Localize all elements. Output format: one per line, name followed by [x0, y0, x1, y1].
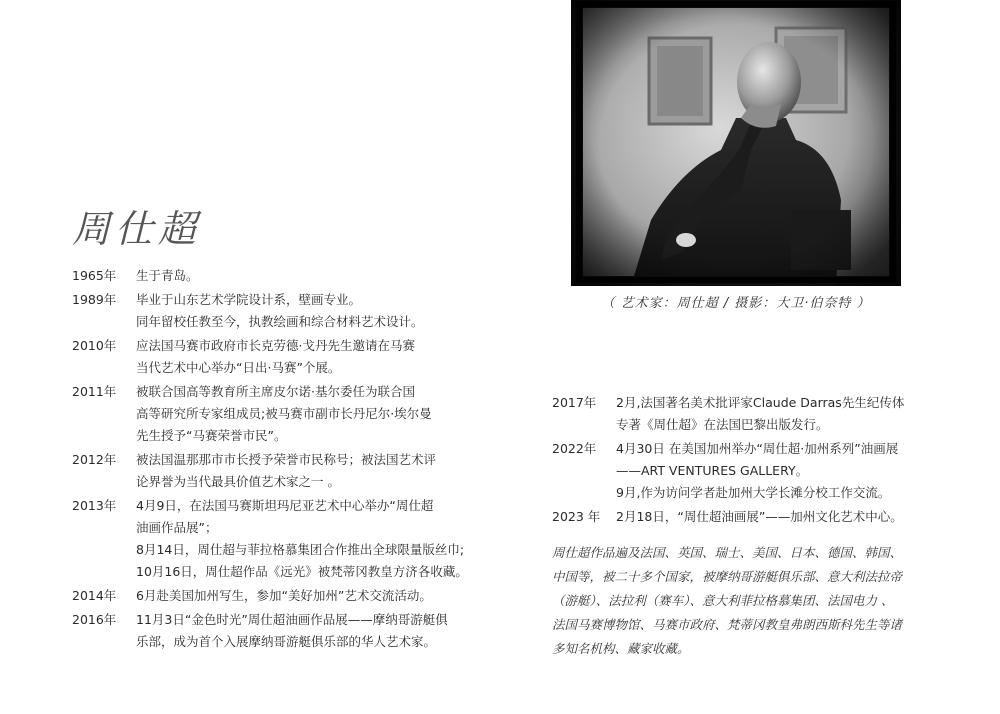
timeline-entry [552, 392, 972, 436]
timeline-year: 2014年 [72, 588, 117, 603]
timeline-text-line: 毕业于山东艺术学院设计系，壁画专业。 [136, 292, 362, 307]
timeline-text-line: 应法国马赛市政府市长克劳德·戈丹先生邀请在马赛 [136, 338, 415, 353]
timeline-text-line: 被联合国高等教育所主席皮尔诺·基尔委任为联合国 [136, 384, 415, 399]
timeline-text-line: 2月,法国著名美术批评家Claude Darras先生纪传体 [616, 395, 905, 410]
timeline-year: 2017年 [552, 395, 597, 410]
timeline-entry [72, 265, 522, 287]
timeline-year: 2023 年 [552, 509, 601, 524]
timeline-text-line: 11月3日“金色时光”周仕超油画作品展——摩纳哥游艇俱 [136, 612, 448, 627]
timeline-text-line: 生于青岛。 [136, 268, 199, 283]
timeline-entry [72, 585, 522, 607]
timeline-entry [552, 506, 972, 528]
timeline-entry [72, 495, 522, 583]
timeline-year: 2022年 [552, 441, 597, 456]
timeline-text-line: 10月16日，周仕超作品《远光》被梵蒂冈教皇方济各收藏。 [136, 564, 468, 579]
timeline-text-line: 专著《周仕超》在法国巴黎出版发行。 [616, 417, 829, 432]
timeline-text-line: ——ART VENTURES GALLERY。 [616, 463, 809, 478]
collection-summary [552, 541, 952, 661]
artist-name: 周仕超 [72, 207, 202, 251]
summary-line: 法国马赛博物馆、马赛市政府、梵蒂冈教皇弗朗西斯科先生等诸 [552, 617, 903, 632]
timeline-text-line: 6月赴美国加州写生，参加“美好加州”艺术交流活动。 [136, 588, 432, 603]
summary-line: 中国等，被二十多个国家，被摩纳哥游艇俱乐部、意大利法拉帝 [552, 569, 903, 584]
timeline-text-line: 论界誉为当代最具价值艺术家之一 。 [136, 474, 340, 489]
timeline-text-line: 8月14日，周仕超与菲拉格慕集团合作推出全球限量版丝巾; [136, 542, 465, 557]
summary-line: （游艇）、法拉利（赛车）、意大利菲拉格慕集团、法国电力 、 [552, 593, 894, 608]
artist-portrait-illustration [571, 0, 901, 286]
timeline-right [552, 392, 972, 530]
timeline-entry [72, 335, 522, 379]
summary-line: 多知名机构、藏家收藏。 [552, 641, 690, 656]
timeline-text-line: 乐部，成为首个入展摩纳哥游艇俱乐部的华人艺术家。 [136, 634, 437, 649]
timeline-text-line: 先生授予“马赛荣誉市民”。 [136, 428, 287, 443]
timeline-entry [72, 289, 522, 333]
artist-photo [571, 0, 901, 286]
timeline-text-line: 同年留校任教至今，执教绘画和综合材料艺术设计。 [136, 314, 424, 329]
photo-caption: （ 艺术家：周仕超 / 摄影：大卫·伯奈特 ） [601, 296, 871, 311]
timeline-year: 2010年 [72, 338, 117, 353]
timeline-year: 2011年 [72, 384, 117, 399]
timeline-year: 1965年 [72, 268, 117, 283]
timeline-text-line: 油画作品展”； [136, 520, 218, 535]
timeline-text-line: 2月18日，“周仕超油画展”——加州文化艺术中心。 [616, 509, 903, 524]
timeline-year: 1989年 [72, 292, 117, 307]
timeline-entry [72, 609, 522, 653]
timeline-text-line: 高等研究所专家组成员;被马赛市副市长丹尼尔·埃尔曼 [136, 406, 432, 421]
timeline-text-line: 当代艺术中心举办“日出·马赛”个展。 [136, 360, 341, 375]
timeline-left [72, 265, 522, 655]
timeline-year: 2016年 [72, 612, 117, 627]
summary-line: 周仕超作品遍及法国、英国、瑞士、美国、日本、德国、韩国、 [552, 545, 903, 560]
timeline-year: 2013年 [72, 498, 117, 513]
timeline-text-line: 被法国温那那市市长授予荣誉市民称号；被法国艺术评 [136, 452, 437, 467]
timeline-entry [72, 449, 522, 493]
timeline-text-line: 9月,作为访问学者赴加州大学长滩分校工作交流。 [616, 485, 891, 500]
timeline-entry [552, 438, 972, 504]
timeline-text-line: 4月9日，在法国马赛斯坦玛尼亚艺术中心举办“周仕超 [136, 498, 434, 513]
timeline-year: 2012年 [72, 452, 117, 467]
timeline-text-line: 4月30日 在美国加州举办“周仕超·加州系列”油画展 [616, 441, 899, 456]
timeline-entry [72, 381, 522, 447]
